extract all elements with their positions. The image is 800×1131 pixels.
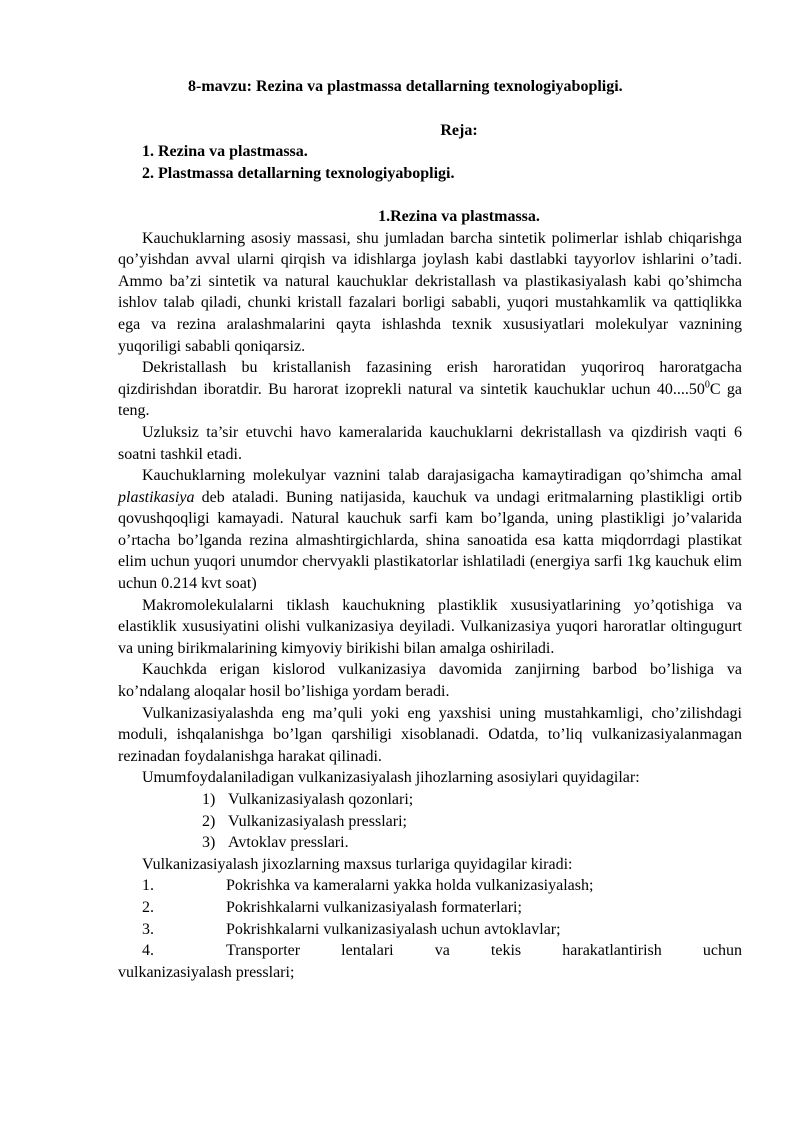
list-item	[118, 875, 742, 897]
list-text-continuation: vulkanizasiyalash presslari;	[118, 963, 295, 981]
spacer	[118, 184, 742, 206]
list-item	[118, 940, 742, 962]
paragraph: Uzluksiz ta’sir etuvchi havo kameralarida kauchuklarni dekristallash va qizdirish vaqti 6 soatni tashkil etadi.	[118, 423, 742, 463]
paragraph	[118, 357, 742, 422]
document-page	[118, 76, 742, 983]
plan-item: 2. Plastmassa detallarning texnologiyabopligi.	[142, 164, 455, 182]
special-equipment-list	[118, 875, 742, 983]
list-text: Pokrishka va kameralarni yakka holda vulkanizasiyalash;	[226, 877, 594, 895]
list-number: 2.	[142, 898, 154, 916]
superscript: 0	[704, 379, 710, 391]
equipment-list	[118, 789, 742, 854]
paragraph-text: deb ataladi. Buning natijasida, kauchuk va undagi eritmalarning plastikligi ortib qovushqoqligi kamayadi. Natural kauchuk sarfi kam bo’lganda, uning plastikligi jo’valarida o’rtacha bo’lganda rezina almashtirgichlarda, shina sanoatida esa katta miqdorrdagi plastikat elim uchun yuqori unumdor chervyakli plastikatorlar ishlatiladi (energiya sarfi 1kg kauchuk elim uchun 0.214 kvt soat)	[118, 488, 742, 593]
list-item	[202, 789, 742, 811]
list-item	[202, 832, 742, 854]
list-text: Pokrishkalarni vulkanizasiyalash uchun avtoklavlar;	[226, 920, 561, 938]
list-text: Vulkanizasiyalash qozonlari;	[228, 791, 414, 808]
list-item	[202, 811, 742, 833]
list-number: 4.	[142, 942, 154, 960]
list-number: 3)	[202, 834, 216, 852]
section-heading: 1.Rezina va plastmassa.	[378, 207, 540, 225]
paragraph	[118, 465, 742, 595]
list-number: 2)	[202, 812, 216, 830]
list-text: Vulkanizasiyalash presslari;	[228, 812, 407, 830]
list-number: 3.	[142, 920, 154, 938]
plan-item: 1. Rezina va plastmassa.	[142, 143, 308, 161]
paragraph: Makromolekulalarni tiklash kauchukning plastiklik xususiyatlarining yo’qotishiga va elastiklik xususiyatini olishi vulkanizasiya deyiladi. Vulkanizasiya yuqori haroratlar oltingugurt va uning birikmalarining kimyoviy birikishi bilan amalga oshiriladi.	[118, 596, 742, 657]
paragraph: Kauchuklarning asosiy massasi, shu jumladan barcha sintetik polimerlar ishlab chiqarishga qo’yishdan avval ularni qirqish va idishlarga joylash kabi dastlabki tayyorlov ishlarini o’tadi. Ammo ba’zi sintetik va natural kauchuklar dekristallash va plastikasiyalash kabi qo’shimcha ishlov talab qiladi, chunki kristall fazalari borligi sababli, yuqori mustahkamlik va qattiqlikka ega va rezina aralashmalarini qayta ishlashda texnik xususiyatlari molekulyar vaznining yuqoriligi sababli qoniqarsiz.	[118, 229, 742, 355]
paragraph: Umumfoydalaniladigan vulkanizasiyalash jihozlarning asosiylari quyidagilar:	[142, 769, 640, 787]
document-title: 8-mavzu: Rezina va plastmassa detallarning texnologiyabopligi.	[188, 78, 623, 95]
paragraph: Vulkanizasiyalash jixozlarning maxsus turlariga quyidagilar kiradi:	[142, 855, 573, 873]
list-number: 1)	[202, 791, 216, 808]
italic-term: plastikasiya	[118, 488, 195, 506]
paragraph-text: C ga teng.	[118, 380, 742, 420]
paragraph: Vulkanizasiyalashda eng ma’quli yoki eng yaxshisi uning mustahkamligi, cho’zilishdagi moduli, ishqalanishga bo’lgan qarshiligi xisoblanadi. Odatda, to’liq vulkanizasiyalanmagan rezinadan foydalanishga harakat qilinadi.	[118, 704, 742, 765]
plan-heading: Reja:	[440, 121, 478, 139]
paragraph-text: Dekristallash bu kristallanish fazasining erish haroratidan yuqoriroq haroratgacha qizdirishdan iboratdir. Bu harorat izoprekli natural va sintetik kauchuklar uchun 40....50	[118, 359, 742, 398]
paragraph-text: Kauchuklarning molekulyar vaznini talab darajasigacha kamaytiradigan qo’shimcha amal	[142, 467, 742, 485]
list-item	[118, 919, 742, 941]
list-text: Pokrishkalarni vulkanizasiyalash formaterlari;	[226, 898, 522, 916]
list-number: 1.	[142, 877, 154, 895]
list-item	[118, 897, 742, 919]
list-text: Avtoklav presslari.	[228, 834, 349, 852]
list-text: Transporter lentalari va tekis harakatlantirish uchun	[226, 942, 742, 960]
paragraph: Kauchkda erigan kislorod vulkanizasiya davomida zanjirning barbod bo’lishiga va ko’ndalang aloqalar hosil bo’lishiga yordam beradi.	[118, 661, 742, 701]
